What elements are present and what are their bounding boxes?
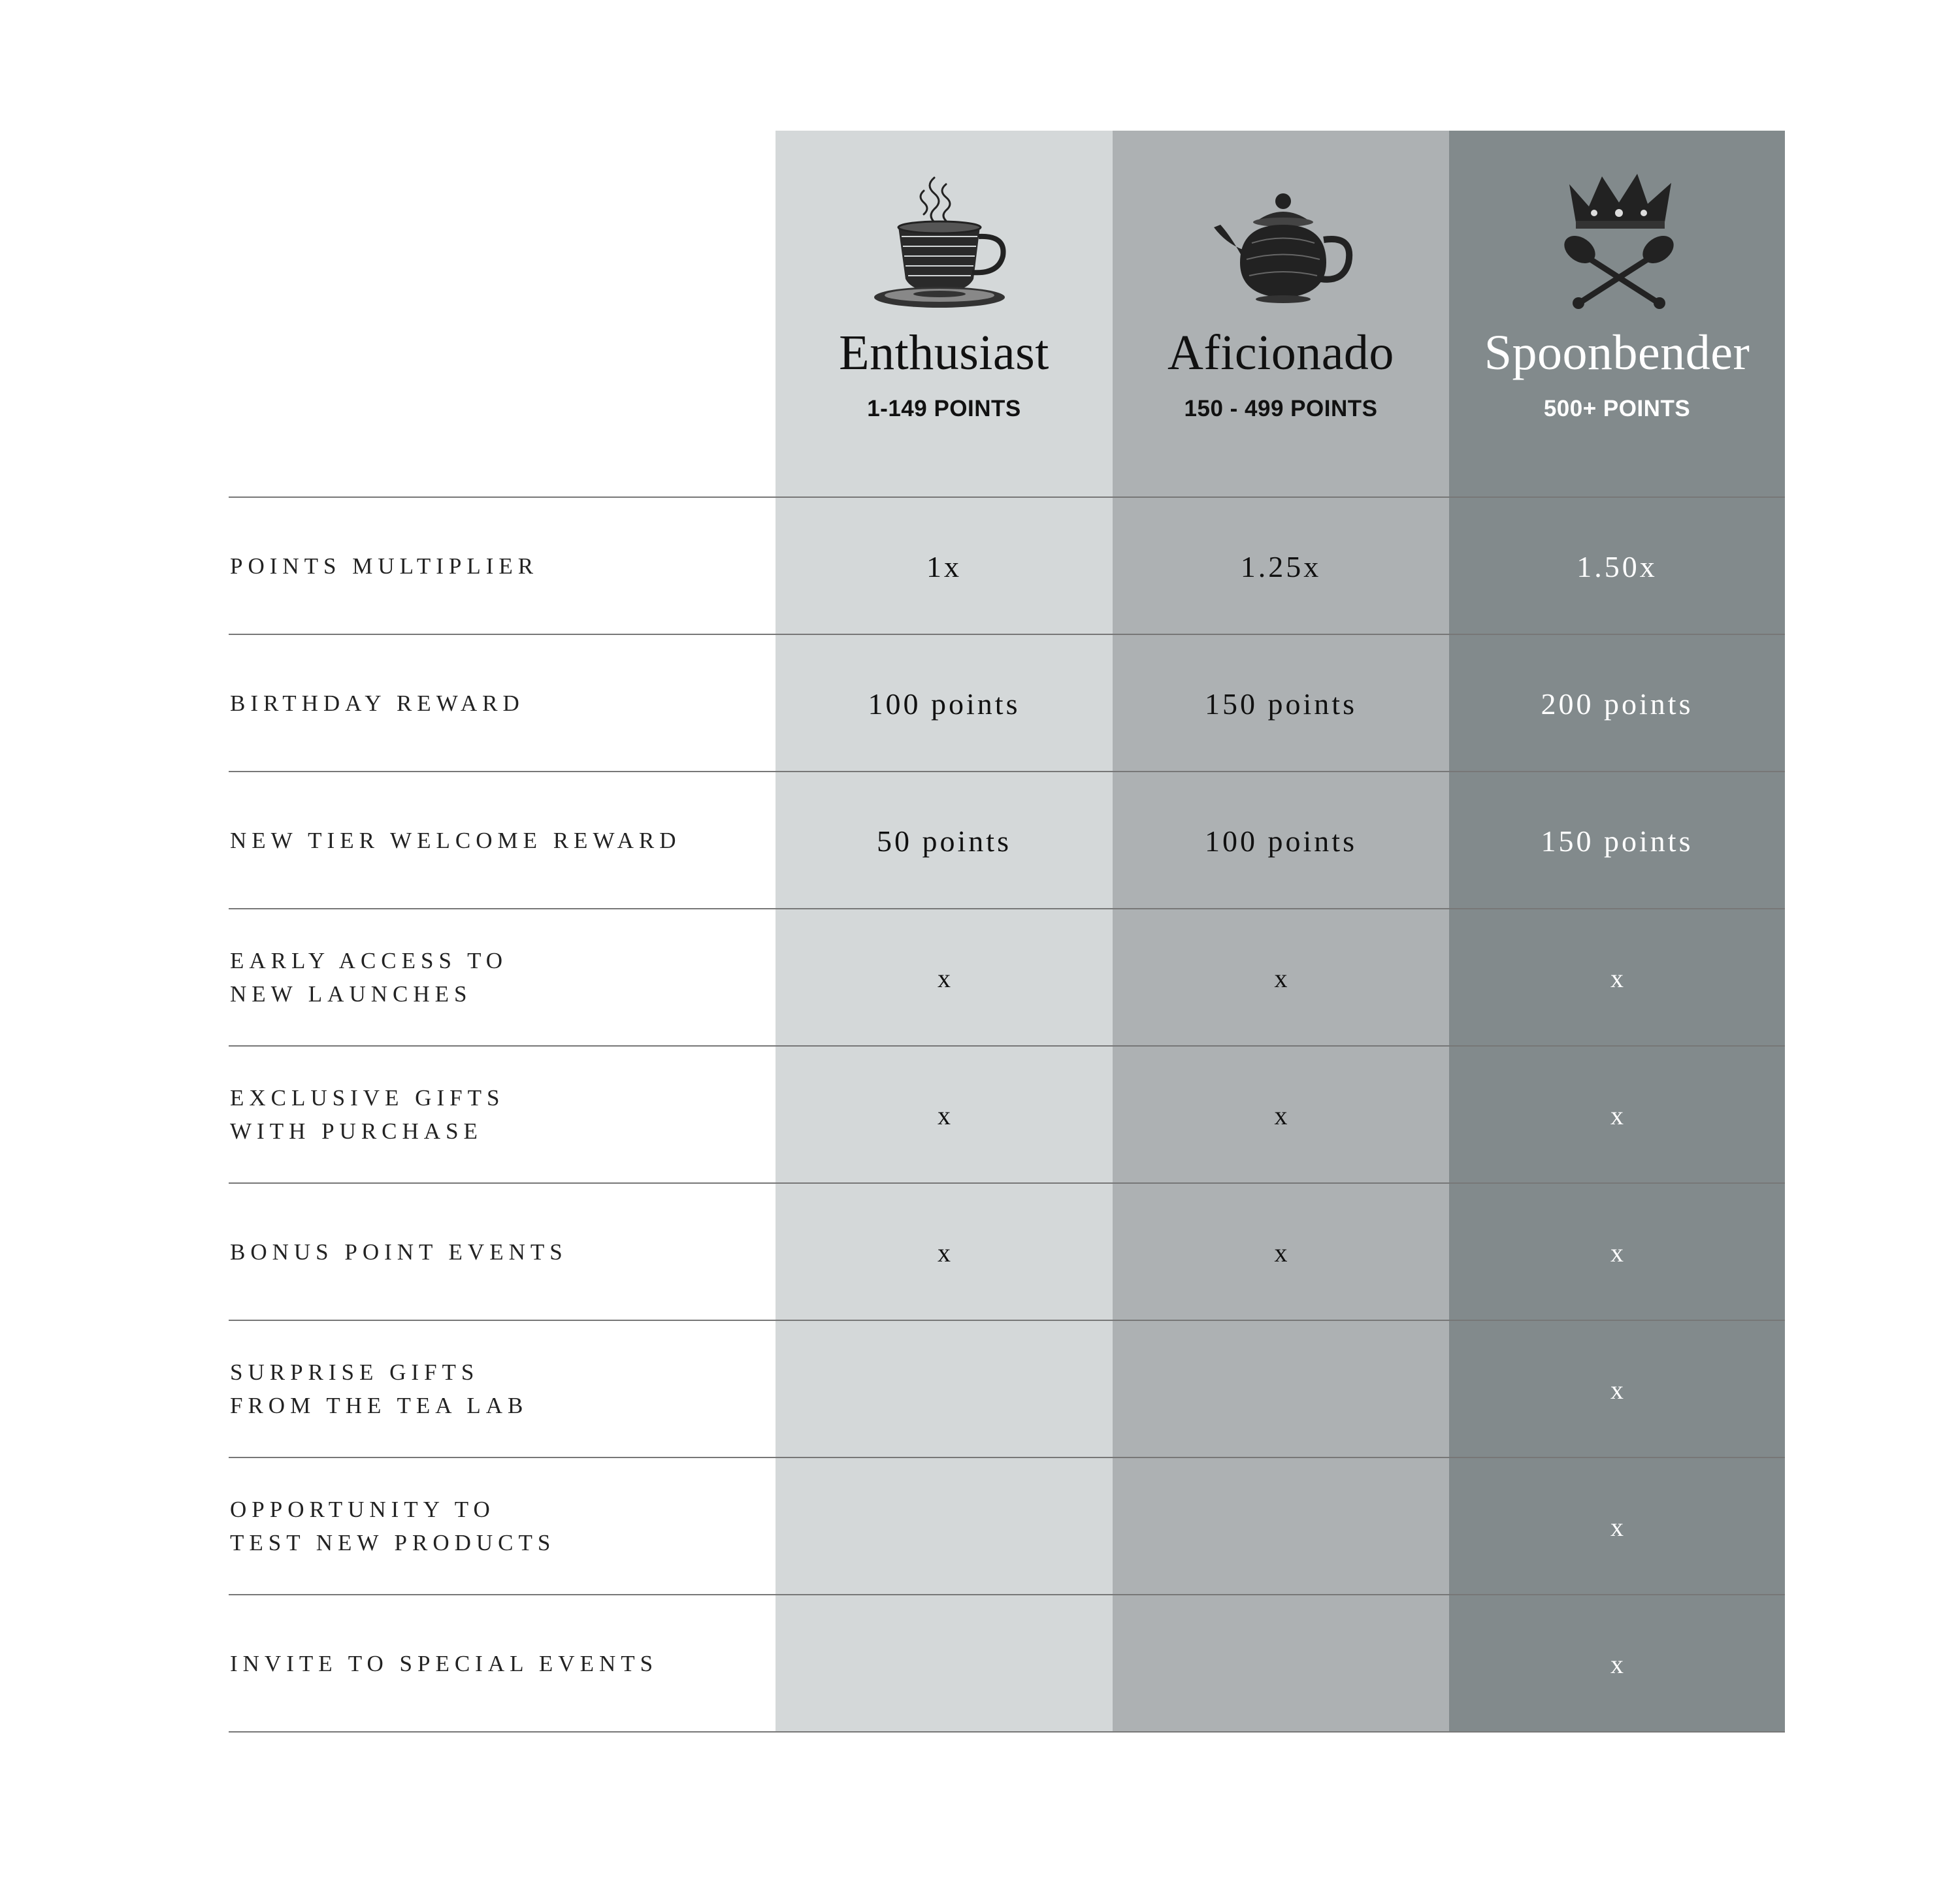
tier-range: 500+ POINTS xyxy=(1543,396,1691,421)
cell-spoonbender xyxy=(1449,1321,1785,1458)
table-row xyxy=(229,908,1785,1047)
cell-enthusiast xyxy=(776,1047,1113,1184)
cell-enthusiast xyxy=(776,1184,1113,1321)
table-row xyxy=(229,1594,1785,1733)
teapot-icon xyxy=(1206,165,1356,315)
teacup-icon xyxy=(869,165,1019,315)
tier-header-spoonbender xyxy=(1449,131,1785,496)
row-label-line: INVITE TO SPECIAL EVENTS xyxy=(230,1650,659,1676)
cell-spoonbender: 1.50x xyxy=(1576,549,1658,583)
check-mark: x xyxy=(1274,1237,1288,1267)
row-label xyxy=(230,909,766,1047)
check-mark: x xyxy=(1610,1375,1624,1405)
cell-enthusiast xyxy=(776,909,1113,1047)
row-label-line: WITH PURCHASE xyxy=(230,1118,483,1144)
cell-spoonbender: 200 points xyxy=(1541,687,1693,721)
row-label xyxy=(230,1321,766,1458)
row-label xyxy=(230,635,766,772)
check-mark: x xyxy=(938,1100,951,1130)
cell-spoonbender xyxy=(1449,909,1785,1047)
table-row xyxy=(229,1045,1785,1184)
row-label xyxy=(230,1458,766,1595)
table-row xyxy=(229,1182,1785,1321)
tier-name: Aficionado xyxy=(1168,325,1394,380)
row-label-line: FROM THE TEA LAB xyxy=(230,1393,529,1418)
tier-name: Enthusiast xyxy=(839,325,1049,380)
row-label-line: NEW LAUNCHES xyxy=(230,981,472,1007)
table-row xyxy=(229,1457,1785,1595)
row-label-line: BONUS POINT EVENTS xyxy=(230,1239,568,1265)
row-label-line: SURPRISE GIFTS xyxy=(230,1359,480,1386)
row-label-line: EXCLUSIVE GIFTS xyxy=(230,1085,505,1111)
tier-header-enthusiast xyxy=(776,131,1113,496)
cell-enthusiast: 100 points xyxy=(868,687,1021,721)
check-mark: x xyxy=(1610,963,1624,993)
table-row xyxy=(229,1320,1785,1458)
row-label xyxy=(230,1184,766,1321)
cell-aficionado: 100 points xyxy=(1205,824,1357,858)
tier-header-aficionado xyxy=(1113,131,1449,496)
check-mark: x xyxy=(1610,1512,1624,1542)
cell-aficionado xyxy=(1113,1321,1449,1458)
table-row xyxy=(229,634,1785,772)
table-bottom-rule xyxy=(229,1731,1785,1733)
check-mark: x xyxy=(1610,1237,1624,1267)
row-label xyxy=(230,1595,766,1733)
tier-range: 150 - 499 POINTS xyxy=(1184,396,1378,421)
check-mark: x xyxy=(1274,963,1288,993)
row-label-line: OPPORTUNITY TO xyxy=(230,1497,495,1523)
cell-aficionado: 150 points xyxy=(1205,687,1357,721)
cell-enthusiast xyxy=(776,1458,1113,1595)
check-mark: x xyxy=(1274,1100,1288,1130)
row-label xyxy=(230,1047,766,1184)
cell-spoonbender xyxy=(1449,1047,1785,1184)
row-label xyxy=(230,772,766,909)
crown-spoons-icon xyxy=(1542,165,1692,315)
check-mark: x xyxy=(1610,1100,1624,1130)
row-label-line: BIRTHDAY REWARD xyxy=(230,690,525,716)
cell-enthusiast xyxy=(776,1321,1113,1458)
row-label-line: TEST NEW PRODUCTS xyxy=(230,1530,556,1555)
row-label-line: EARLY ACCESS TO xyxy=(230,948,508,974)
row-label-line: POINTS MULTIPLIER xyxy=(230,553,539,579)
cell-aficionado xyxy=(1113,1595,1449,1733)
tier-range: 1-149 POINTS xyxy=(867,396,1021,421)
cell-aficionado: 1.25x xyxy=(1240,549,1322,583)
row-label-line: NEW TIER WELCOME REWARD xyxy=(230,827,681,853)
cell-enthusiast: 1x xyxy=(926,549,962,583)
check-mark: x xyxy=(938,963,951,993)
cell-aficionado xyxy=(1113,1184,1449,1321)
cell-spoonbender xyxy=(1449,1184,1785,1321)
cell-aficionado xyxy=(1113,1458,1449,1595)
cell-spoonbender xyxy=(1449,1595,1785,1733)
check-mark: x xyxy=(938,1237,951,1267)
cell-aficionado xyxy=(1113,1047,1449,1184)
row-label xyxy=(230,498,766,635)
cell-spoonbender: 150 points xyxy=(1541,824,1693,858)
tier-name: Spoonbender xyxy=(1484,325,1750,380)
cell-enthusiast xyxy=(776,1595,1113,1733)
table-row xyxy=(229,771,1785,909)
table-row xyxy=(229,496,1785,635)
cell-spoonbender xyxy=(1449,1458,1785,1595)
cell-enthusiast: 50 points xyxy=(877,824,1011,858)
check-mark: x xyxy=(1610,1649,1624,1679)
cell-aficionado xyxy=(1113,909,1449,1047)
